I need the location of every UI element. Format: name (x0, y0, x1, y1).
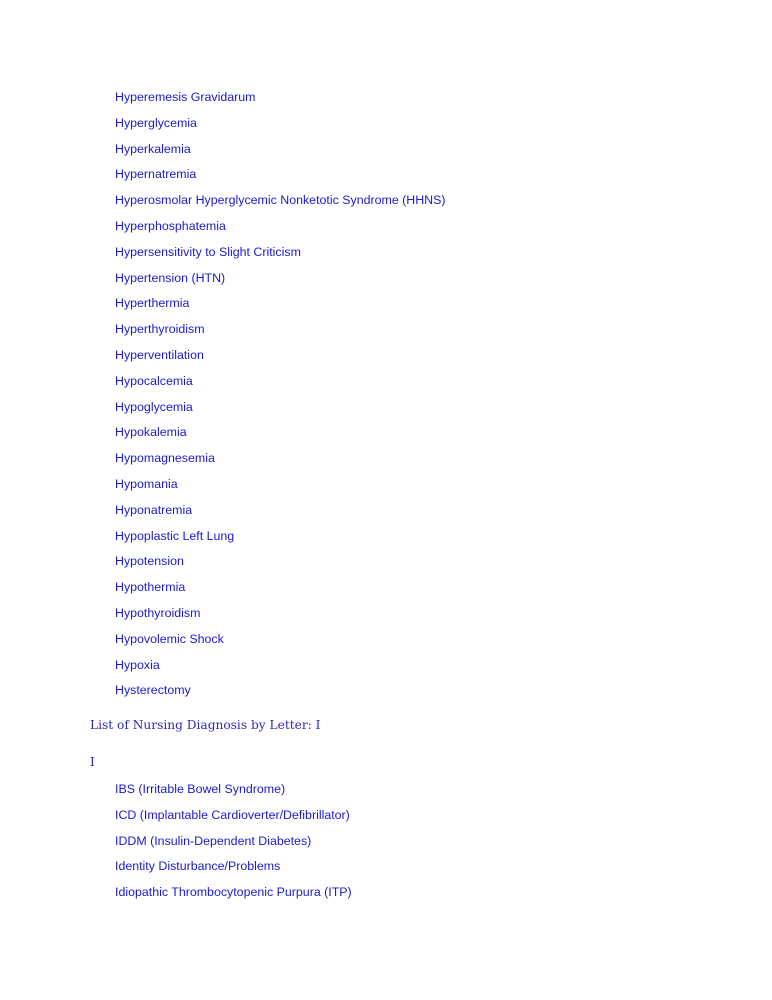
diagnosis-link[interactable]: Hypertension (HTN) (115, 270, 226, 285)
diagnosis-link[interactable]: IDDM (Insulin-Dependent Diabetes) (115, 833, 312, 848)
diagnosis-link[interactable]: Hypomania (115, 476, 178, 491)
diagnosis-link[interactable]: Hyperemesis Gravidarum (115, 90, 256, 104)
h-diagnosis-list (115, 89, 446, 708)
diagnosis-link[interactable]: Hypotension (115, 554, 184, 569)
diagnosis-link[interactable]: Identity Disturbance/Problems (115, 859, 281, 874)
diagnosis-link[interactable]: Hypoglycemia (115, 399, 193, 414)
diagnosis-link[interactable]: Hypersensitivity to Slight Criticism (115, 244, 301, 259)
diagnosis-link[interactable]: Hypokalemia (115, 425, 187, 440)
diagnosis-link[interactable]: Hyperventilation (115, 347, 204, 362)
diagnosis-link[interactable]: Hyperkalemia (115, 141, 191, 156)
diagnosis-link[interactable]: Hypoplastic Left Lung (115, 528, 235, 543)
diagnosis-link[interactable]: Hypoxia (115, 657, 160, 672)
diagnosis-link[interactable]: Hypothermia (115, 580, 186, 595)
section-heading: List of Nursing Diagnosis by Letter: I (90, 718, 321, 732)
diagnosis-link[interactable]: Idiopathic Thrombocytopenic Purpura (ITP) (115, 885, 352, 900)
diagnosis-link[interactable]: Hyponatremia (115, 502, 193, 517)
diagnosis-link[interactable]: Hyperphosphatemia (115, 218, 226, 233)
diagnosis-link[interactable]: Hyperthermia (115, 296, 190, 311)
diagnosis-link[interactable]: Hyperosmolar Hyperglycemic Nonketotic Syndrome (HHNS) (115, 193, 446, 208)
diagnosis-link[interactable]: Hypernatremia (115, 167, 197, 182)
diagnosis-link[interactable]: Hypocalcemia (115, 373, 193, 388)
diagnosis-link[interactable]: Hyperglycemia (115, 115, 197, 130)
diagnosis-link[interactable]: Hypovolemic Shock (115, 631, 224, 646)
diagnosis-link[interactable]: Hysterectomy (115, 683, 191, 698)
diagnosis-link[interactable]: Hyperthyroidism (115, 322, 205, 337)
diagnosis-link[interactable]: IBS (Irritable Bowel Syndrome) (115, 782, 286, 796)
i-diagnosis-list (115, 781, 352, 910)
diagnosis-link[interactable]: ICD (Implantable Cardioverter/Defibrillator) (115, 807, 350, 822)
diagnosis-link[interactable]: Hypothyroidism (115, 605, 201, 620)
diagnosis-link[interactable]: Hypomagnesemia (115, 451, 215, 466)
letter-heading: I (90, 755, 95, 769)
